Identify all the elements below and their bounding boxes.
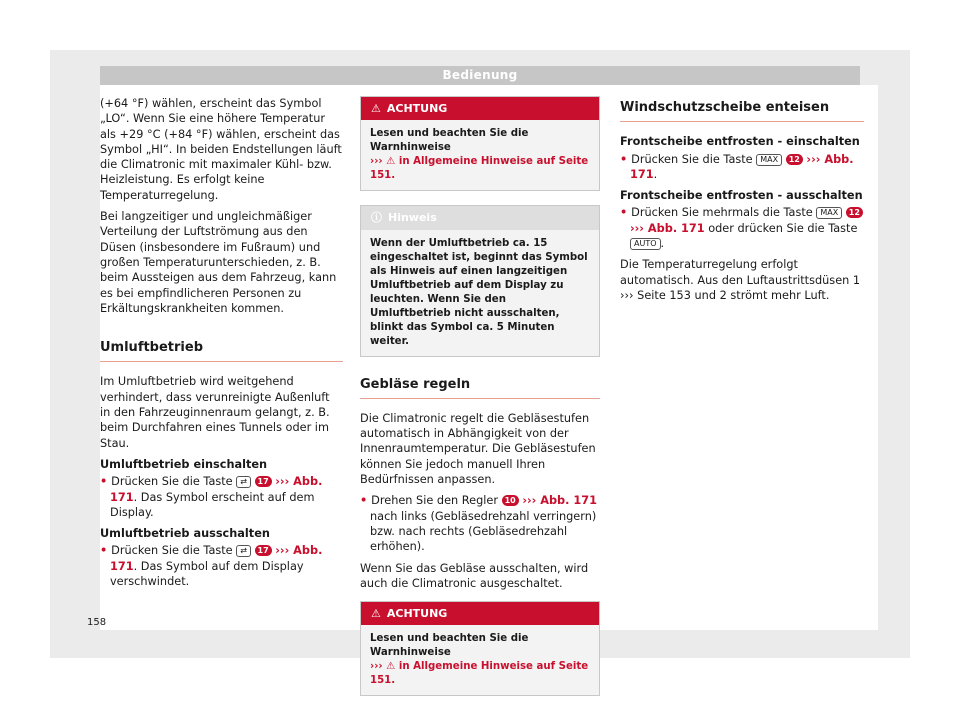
bullet-icon: •: [620, 206, 632, 220]
figure-link[interactable]: ››› Abb. 171: [630, 221, 705, 235]
warning-icon: ⚠: [371, 102, 381, 115]
warning-title: ACHTUNG: [386, 102, 448, 115]
paragraph: Die Climatronic regelt die Gebläsestufen automatisch in Abhängigkeit von der Innenraumtemperatur. Die Gebläsestufen können Sie jedoch manuell Ihren Bedürfnissen anpassen.: [360, 411, 596, 487]
text: oder drücken Sie die Taste: [704, 221, 858, 235]
section-heading-windschutzscheibe: Windschutzscheibe enteisen: [620, 100, 864, 122]
column-right: [620, 96, 864, 309]
text: Drücken Sie die Taste: [111, 544, 233, 558]
warning-box: [360, 96, 600, 191]
column-left: [100, 96, 343, 595]
hint-header: [361, 206, 599, 229]
list-item: [100, 543, 343, 589]
info-icon: ⓘ: [371, 211, 382, 225]
text: . Das Symbol auf dem Display verschwindet.: [110, 559, 304, 589]
callout-number: 12: [786, 154, 803, 165]
text: Drücken Sie die Taste: [631, 152, 753, 166]
paragraph: Bei langzeitiger und ungleichmäßiger Verteilung der Luftströmung aus den Düsen (insbesondere im Fußraum) und großen Temperaturunterschieden, z. B. beim Aussteigen aus dem Fahrzeug, kann es bei empfindlicheren Personen zu Erkältungskrankheiten kommen.: [100, 210, 337, 315]
bullet-icon: •: [100, 544, 112, 558]
callout-number: 12: [846, 207, 863, 218]
page-header: Bedienung: [100, 66, 860, 85]
list-item: [360, 493, 600, 554]
warning-link[interactable]: ››› ⚠ in Allgemeine Hinweise auf Seite 151.: [370, 661, 589, 687]
list-item: • Drücken Sie die Taste MAX 12 ››› Abb. 171.: [620, 152, 854, 181]
recirculation-key-icon: ⇄: [236, 476, 251, 488]
section-heading-geblaese: Gebläse regeln: [360, 377, 600, 399]
paragraph: Im Umluftbetrieb wird weitgehend verhindert, dass verunreinigte Außenluft in den Fahrzeuginnenraum gelangt, z. B. beim Durchfahren eines Tunnels oder im Stau.: [100, 375, 330, 450]
defrost-max-key-icon: MAX: [816, 207, 842, 219]
warning-box: [360, 601, 600, 696]
recirculation-key-icon: ⇄: [236, 545, 251, 557]
text: Drücken Sie mehrmals die Taste: [631, 206, 813, 220]
subheading: Frontscheibe entfrosten - einschalten: [620, 135, 860, 149]
text: Drehen Sie den Regler: [371, 494, 498, 508]
bullet-icon: •: [360, 494, 372, 508]
callout-number: 17: [255, 476, 272, 487]
list-item: • Drücken Sie mehrmals die Taste MAX 12 ››› Abb. 171 oder drücken Sie die Taste AUTO .: [620, 205, 864, 251]
subheading: Frontscheibe entfrosten - ausschalten: [620, 189, 863, 203]
subheading: Umluftbetrieb einschalten: [100, 457, 268, 471]
warning-header: [361, 602, 599, 625]
figure-link[interactable]: ››› Abb. 171: [110, 475, 323, 504]
warning-body: [361, 120, 599, 190]
paragraph: (+64 °F) wählen, erscheint das Symbol „LO“. Wenn Sie eine höhere Temperatur als +29 °C (+84 °F) wählen, erscheint das Symbol „HI“. In beiden Endstellungen läuft die Climatronic mit maximaler Kühl- bzw. Heizleistung. Es erfolgt keine Temperaturregelung.: [100, 97, 342, 202]
bullet-icon: •: [100, 475, 112, 489]
page-number: 158: [87, 617, 107, 628]
text: Drücken Sie die Taste: [111, 475, 233, 489]
column-middle: [360, 96, 600, 710]
paragraph: Wenn Sie das Gebläse ausschalten, wird auch die Climatronic ausgeschaltet.: [360, 561, 589, 590]
text: Lesen und beachten Sie die Warnhinweise: [370, 128, 529, 154]
warning-header: [361, 97, 599, 120]
text: Lesen und beachten Sie die Warnhinweise: [370, 633, 529, 659]
callout-number: 10: [502, 495, 519, 506]
figure-link[interactable]: ››› Abb. 171: [630, 152, 854, 181]
list-item: [100, 474, 343, 520]
figure-link[interactable]: ››› Abb. 171: [522, 494, 597, 508]
warning-icon: ⚠: [371, 607, 381, 621]
figure-link[interactable]: ››› Abb. 171: [110, 544, 323, 573]
text: . Das Symbol erscheint auf dem Display.: [110, 490, 315, 519]
defrost-max-key-icon: MAX: [756, 154, 782, 166]
text: nach links (Gebläsedrehzahl verringern) bzw. nach rechts (Gebläsedrehzahl erhöhen).: [370, 509, 597, 554]
warning-body: [361, 625, 599, 695]
section-heading-umluftbetrieb: Umluftbetrieb: [100, 340, 343, 362]
hint-title: Hinweis: [388, 211, 437, 225]
bullet-icon: •: [620, 152, 632, 166]
subheading: Umluftbetrieb ausschalten: [100, 527, 270, 541]
warning-link[interactable]: ››› ⚠ in Allgemeine Hinweise auf Seite 151.: [370, 156, 589, 182]
auto-key-icon: AUTO: [630, 238, 661, 250]
callout-number: 17: [255, 545, 272, 556]
hint-body: Wenn der Umluftbetrieb ca. 15 eingeschaltet ist, beginnt das Symbol als Hinweis auf einen langzeitigen Umluftbetrieb auf dem Display zu leuchten. Wenn Sie den Umluftbetrieb nicht ausschalten, blinkt das Symbol ca. 5 Minuten weiter.: [361, 230, 599, 356]
warning-title: ACHTUNG: [386, 607, 448, 621]
paragraph: Die Temperaturregelung erfolgt automatisch. Aus den Luftaustrittsdüsen 1 ››› Seite 153 und 2 strömt mehr Luft.: [620, 258, 861, 302]
hint-box: [360, 205, 600, 356]
